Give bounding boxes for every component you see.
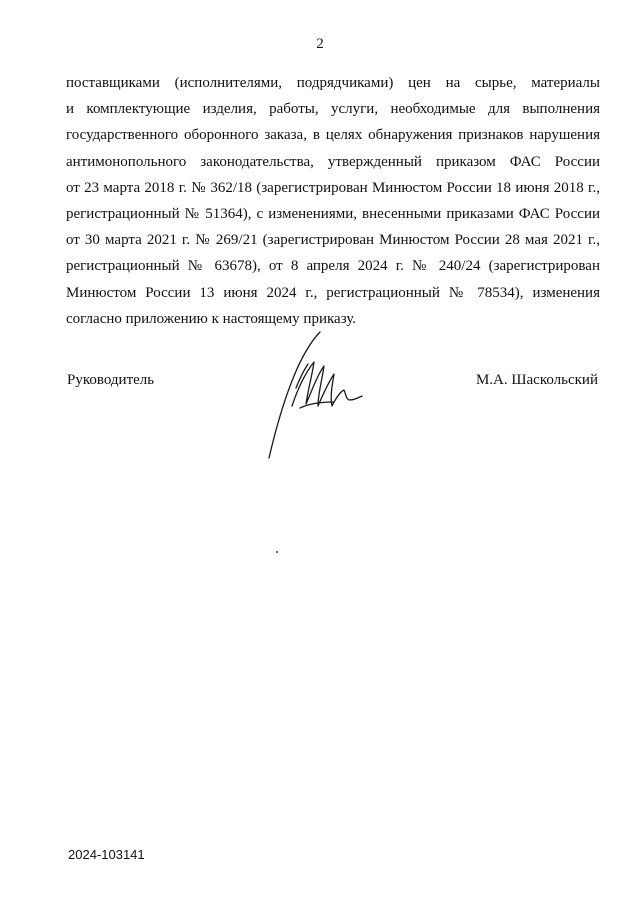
body-text [66, 70, 600, 332]
document-registration-number: 2024-103141 [68, 847, 145, 862]
body-line: от 23 марта 2018 г. № 362/18 (зарегистрирован Минюстом России 18 июня 2018 г., [66, 179, 600, 196]
body-line: регистрационный № 51364), с изменениями, внесенными приказами ФАС России [66, 206, 600, 223]
page-number: 2 [316, 36, 324, 52]
body-line: регистрационный № 63678), от 8 апреля 2024 г. № 240/24 (зарегистрирован [66, 258, 600, 275]
body-line: согласно приложению к настоящему приказу. [66, 310, 357, 327]
body-line: от 30 марта 2021 г. № 269/21 (зарегистрирован Минюстом России 28 мая 2021 г., [66, 232, 600, 249]
body-line: Минюстом России 13 июня 2024 г., регистрационный № 78534), изменения [66, 284, 600, 301]
body-line: антимонопольного законодательства, утвержденный приказом ФАС России [66, 153, 600, 170]
signer-title: Руководитель [67, 372, 155, 388]
scan-speck [276, 551, 278, 553]
signer-name: М.А. Шаскольский [475, 372, 598, 388]
body-line: и комплектующие изделия, работы, услуги, необходимые для выполнения [66, 101, 600, 118]
body-line: государственного оборонного заказа, в целях обнаружения признаков нарушения [66, 127, 600, 144]
handwritten-signature [262, 328, 372, 462]
body-line: поставщиками (исполнителями, подрядчиками) цен на сырье, материалы [66, 75, 600, 91]
